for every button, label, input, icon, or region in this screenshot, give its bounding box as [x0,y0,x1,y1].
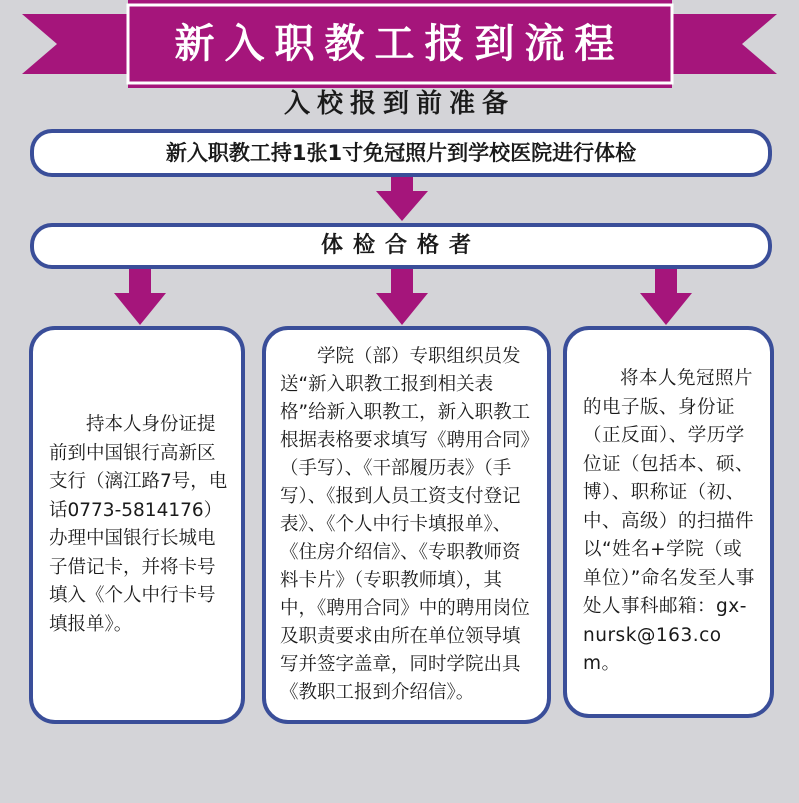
step-passed-exam: 体检合格者 [30,223,772,269]
title-banner [0,0,799,92]
forms-text: 学院（部）专职组织员发送“新入职教工报到相关表格”给新入职教工，新入职教工根据表格要求填写《聘用合同》（手写）、《干部履历表》（手写）、《报到人员工资支付登记表》、《个人中行卡填报单》、《住房介绍信》、《专职教师资料卡片》（专职教师填），其中，《聘用合同》中的聘用岗位及职责要求由所在单位领导填写并签字盖章，同时学院出具《教职工报到介绍信》。 [280,346,531,703]
page-title: 新入职教工报到流程 [174,21,625,67]
bank-card-text: 持本人身份证提前到中国银行高新区支行（漓江路7号，电话0773-5814176）办理中国银行长城电子借记卡，并将卡号填入《个人中行卡号填报单》。 [49,414,228,635]
down-arrow-icon [374,269,430,326]
step-medical-exam: 新入职教工持1张1寸免冠照片到学校医院进行体检 [30,129,772,177]
section-title: 入校报到前准备 [283,89,515,119]
bank-card-instructions [29,326,245,724]
email-text: 将本人免冠照片的电子版、身份证（正反面）、学历学位证（包括本、硕、博）、职称证（初、中、高级）的扫描件以“姓名+学院（或单位）”命名发至人事处人事科邮箱：gx-nursk@163.com。 [583,368,755,675]
down-arrow-icon [638,269,694,326]
email-instructions [563,326,774,718]
down-arrow-icon [112,269,168,326]
down-arrow-icon [374,177,430,223]
forms-instructions [262,326,551,724]
